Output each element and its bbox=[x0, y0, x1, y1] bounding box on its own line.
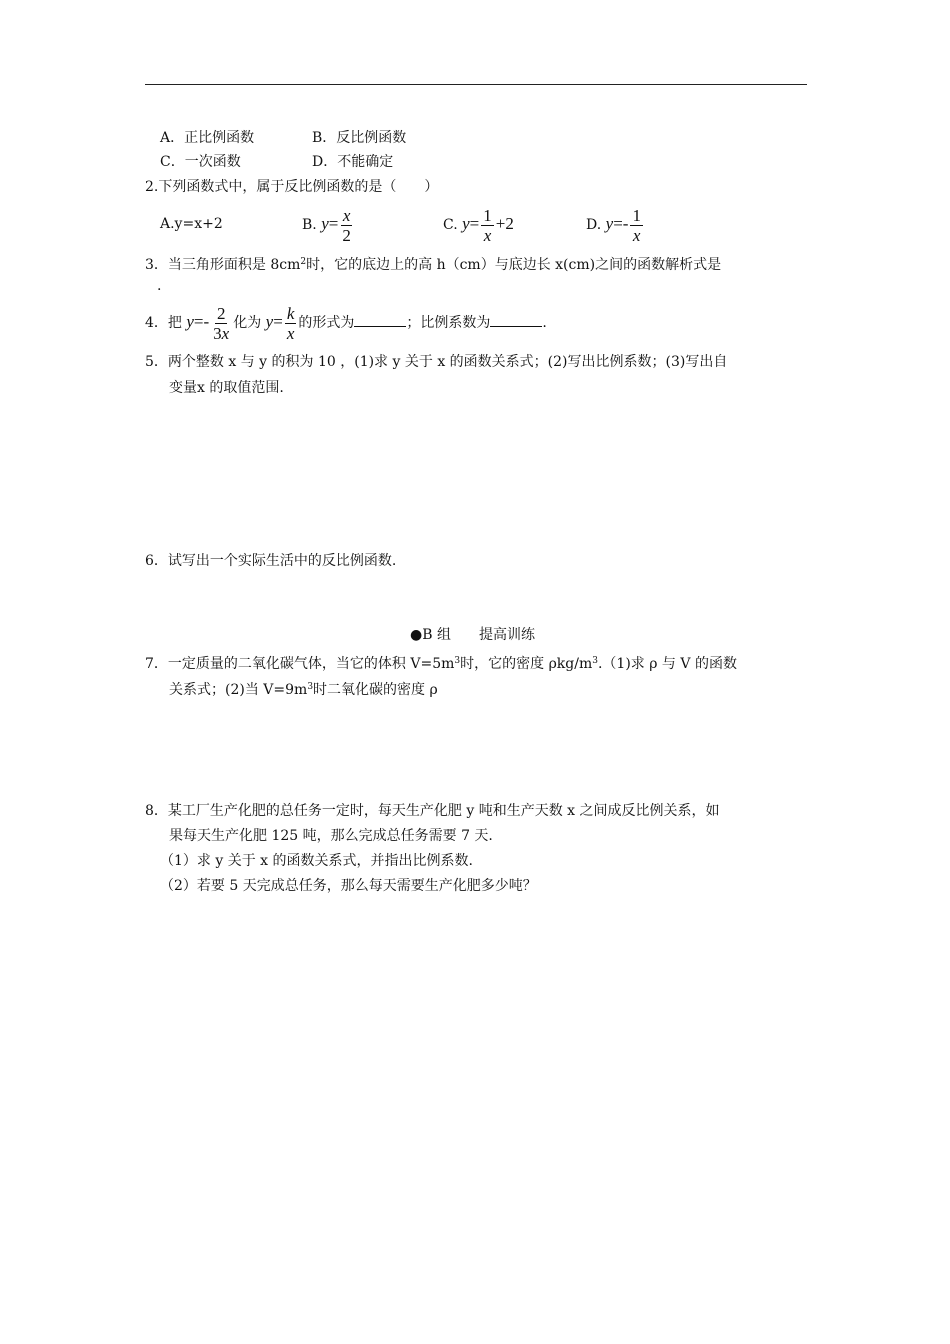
fraction-k-over-x: $\frac{k}{x}$ bbox=[286, 303, 295, 343]
fraction-x-over-2: $\frac{x}{2}$ bbox=[342, 205, 351, 245]
q3-end: . bbox=[157, 278, 162, 294]
q8-line3: （1）求 y 关于 x 的函数关系式，并指出比例系数. bbox=[160, 853, 473, 869]
header-rule bbox=[145, 84, 807, 85]
q1-option-c: C．一次函数 bbox=[160, 154, 241, 170]
q2-option-b: B. y= $\frac{x}{2}$ bbox=[302, 205, 351, 245]
q8-line2: 果每天生产化肥 125 吨，那么完成总任务需要 7 天. bbox=[169, 828, 493, 844]
q1-option-d: D．不能确定 bbox=[312, 154, 394, 170]
q3-text: 3．当三角形面积是 $8cm^2$时，它的底边上的高 h（cm）与底边长 x(cm)之间的函数解析式是 bbox=[145, 257, 722, 273]
q2-option-a: A.y=x+2 bbox=[160, 216, 223, 232]
q1-option-b: B．反比例函数 bbox=[312, 130, 407, 146]
q6-text: 6．试写出一个实际生活中的反比例函数. bbox=[145, 553, 397, 569]
answer-blank-2[interactable] bbox=[490, 312, 542, 327]
q4-text: 4．把 y=- $\frac{2}{3x}$ 化为 y= $\frac{k}{x}$ 的形式为 ；比例系数为 . bbox=[145, 303, 547, 343]
q8-line4: （2）若要 5 天完成总任务，那么每天需要生产化肥多少吨？ bbox=[160, 878, 537, 894]
q8-line1: 8．某工厂生产化肥的总任务一定时，每天生产化肥 y 吨和生产天数 x 之间成反比例关系，如 bbox=[145, 803, 720, 819]
fraction-2-over-3x: $\frac{2}{3x}$ bbox=[213, 303, 230, 343]
q7-line2: 关系式；(2)当 $V=9m^3$时二氧化碳的密度 ρ bbox=[169, 682, 438, 698]
q7-line1: 7．一定质量的二氧化碳气体，当它的体积 $V=5m^3$时，它的密度 ρkg/$m^3.(1)$求 ρ 与 V 的函数 bbox=[145, 656, 737, 672]
section-b-heading: ●B 组 提高训练 bbox=[410, 627, 535, 643]
q2-stem: 2.下列函数式中，属于反比例函数的是（ ） bbox=[145, 179, 439, 195]
fraction-1-over-x: $\frac{1}{x}$ bbox=[483, 205, 492, 245]
fraction-1-over-x: $\frac{1}{x}$ bbox=[632, 205, 641, 245]
answer-blank-1[interactable] bbox=[354, 312, 406, 327]
q2-option-d: D. y=- $\frac{1}{x}$ bbox=[586, 205, 641, 245]
q2-option-c: C. y= $\frac{1}{x}$ +2 bbox=[443, 205, 514, 245]
q5-line2: 变量x 的取值范围. bbox=[169, 380, 284, 396]
q5-line1: 5．两个整数 x 与 y 的积为 10 ，(1)求 y 关于 x 的函数关系式；(2)写出比例系数；(3)写出自 bbox=[145, 354, 728, 370]
q1-option-a: A．正比例函数 bbox=[160, 130, 255, 146]
